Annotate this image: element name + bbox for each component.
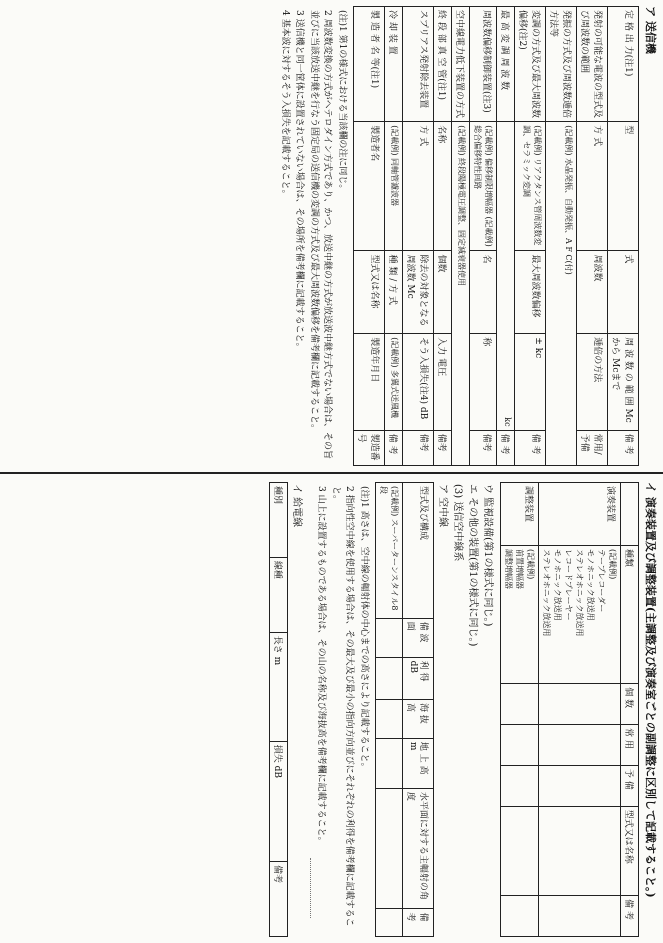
feeder-title: イ 給電線 — [291, 484, 302, 528]
example-line: ステレオホニック放送用 — [542, 549, 551, 637]
note-line: (注)1 第1の様式における当該欄の注に同じ。 — [337, 10, 347, 194]
cell-text: さ — [272, 644, 282, 654]
header-cell — [621, 546, 639, 684]
cell-text: 除去の対象となる周波数 — [405, 254, 428, 327]
range-to: Mcまで — [610, 358, 620, 391]
equipment-section — [0, 476, 663, 943]
cell — [403, 251, 434, 334]
header-cell — [270, 632, 288, 741]
cell-text: 類 — [623, 558, 633, 568]
cell-text: 利 得 — [418, 660, 428, 682]
cell: 製造者名 — [354, 122, 385, 251]
cell-text: 失 — [272, 753, 282, 763]
table-row — [385, 7, 403, 466]
unit: dB — [418, 406, 428, 420]
table-row — [501, 483, 539, 937]
row-label: 終 段 部 真 空 管(注1) — [434, 7, 452, 122]
cell — [515, 334, 546, 430]
header-cell — [403, 738, 434, 788]
row-label: 最 高 変 調 周 波 数 — [497, 7, 515, 122]
header-cell: 備 考 — [621, 896, 639, 937]
table-row — [577, 7, 608, 466]
cell — [376, 618, 403, 657]
cell: (記載例) 偏移制限増幅器 (記載例) 総合偏移特性回路 — [470, 122, 497, 251]
cell-text: 圧 — [436, 367, 446, 377]
header-cell — [403, 657, 434, 699]
cell: 種 類 / 方 式 — [385, 251, 403, 334]
examples-cell — [539, 546, 621, 684]
header-cell: 個 数 — [621, 684, 639, 725]
list-item: ウ 監視設備(第1の様式に同じ。) — [482, 484, 493, 627]
example-line: (記載例) — [608, 549, 617, 580]
header-cell: 型式又は名称 — [621, 806, 639, 895]
table-row — [539, 483, 621, 937]
cell: (記載例) スーパーターンスタイル8段 — [376, 483, 403, 619]
cell: (記載例) 水晶発振、自動発振、A F C(付) — [546, 122, 577, 466]
cell — [539, 896, 621, 937]
list-item: ア 空中線 — [437, 484, 448, 528]
transmitter-table — [353, 6, 639, 466]
note-line: 2 周波数変換の方式がヘテロダイン方式であり、かつ、放送中継の方式が放送波中継方式でない場合は、その旨並びに当該放送中継を行なう固定局の送信機の変調の方式及び最大周波数偏移を備考欄に記載すること。 — [309, 10, 333, 460]
table-row — [354, 7, 385, 466]
header-cell: 予 備 — [621, 765, 639, 806]
table-row — [515, 7, 546, 466]
row-label: 冷 却 装 置 — [385, 7, 403, 122]
cell: 製造年月日 — [354, 334, 385, 430]
unit: dB — [408, 660, 418, 673]
cell-text: 予備 — [579, 433, 589, 452]
cell-text: 別 — [272, 495, 282, 505]
row-label: 空中線電力低下装置の方式 — [452, 7, 470, 122]
section-title: ア 送信機 — [644, 6, 657, 54]
cell-text: 地 上 高 — [418, 741, 428, 775]
cell: 称 — [470, 334, 497, 430]
row-label: 変調の方式及び最大周波数偏移(注2) — [515, 7, 546, 122]
cell — [434, 334, 452, 430]
header-cell: 常 用 — [621, 725, 639, 766]
page-divider — [0, 472, 663, 474]
cell-text: kc — [533, 347, 543, 359]
cell: 最大周波数偏移 — [515, 251, 546, 334]
cell — [608, 334, 639, 430]
range-from: Mcから — [610, 337, 633, 423]
example-line: モノホニック放送用 — [586, 549, 595, 621]
table-row — [452, 7, 470, 466]
note-line: 3 山上に設置するものである場合は、その山の名称及び海抜高を備考欄に記載すること。 — [316, 486, 327, 846]
cell — [376, 657, 403, 699]
header-cell: 海 抜 高 — [403, 699, 434, 738]
cell-text: 考 — [272, 874, 282, 884]
cell: 製造番号 — [354, 430, 385, 465]
cell — [539, 765, 621, 806]
cell: 備 考 — [385, 430, 403, 465]
cell: 常用/予備 — [577, 430, 608, 465]
example-line: 前置増幅器 — [515, 549, 524, 590]
cell — [539, 806, 621, 895]
antenna-table — [375, 482, 434, 937]
cell-text: 長 — [272, 635, 282, 645]
unit: m — [272, 656, 282, 666]
note-line: 4 基本波に対するそう入損失を記載すること。 — [280, 10, 290, 199]
table-row — [608, 7, 639, 466]
cell — [501, 765, 539, 806]
cell — [403, 334, 434, 430]
examples-cell — [501, 546, 539, 684]
cell: (記載例) 多翼式送風機 — [385, 334, 403, 430]
example-line: ステレオホニック放送用 — [575, 549, 584, 637]
cell: 名 — [470, 251, 497, 334]
row-label: 調整装置 — [501, 483, 539, 546]
note-line: 3 送信機と同一筐体に設置されていない場合は、その場所を備考欄に記載すること。 — [294, 10, 305, 352]
row-label: スプリアス発射除去装置 — [403, 7, 434, 122]
cell-text: 入 — [436, 337, 446, 347]
cell — [501, 725, 539, 766]
cell: (記載例) 終段陽極電圧調整、固定減衰器使用 — [452, 122, 470, 466]
table-row — [434, 7, 452, 466]
feeder-table — [269, 482, 288, 937]
cell: 備考 — [403, 430, 434, 465]
row-label: 周波数偏移制御装置(注3) — [470, 7, 497, 122]
cell-text: そう入損失(注4) — [418, 337, 428, 405]
example-line: テープレコーダー — [597, 549, 606, 613]
header-cell — [621, 483, 639, 546]
cell: 逓倍の方法 — [577, 334, 608, 430]
items-list — [434, 476, 500, 943]
cell: (記載例) 同軸管濾波器 — [385, 122, 403, 251]
example-line: 調整増幅器 — [504, 549, 513, 590]
cell — [497, 122, 515, 430]
cell-text: ± — [533, 337, 543, 345]
example-line: レコードプレーヤー — [564, 549, 573, 621]
cell-text: 種 — [272, 569, 282, 579]
table-row — [376, 483, 403, 937]
cell-text: 備 — [272, 865, 282, 875]
note-line: 2 指向性空中線を使用する場合は、その最大及び最小の指向方向並びにそれぞれの利得を備考欄に記載すること。 — [331, 486, 355, 927]
row-label: 製 造 者 名 等(注1) — [354, 7, 385, 122]
table-row — [497, 7, 515, 466]
cell — [470, 430, 497, 465]
cell: 個数 — [434, 251, 452, 334]
cell — [376, 699, 403, 738]
cell — [539, 725, 621, 766]
table-row — [546, 7, 577, 466]
cell — [501, 896, 539, 937]
header-cell: 水平面に対する主輻射の角度 — [403, 788, 434, 909]
dotted-mark — [310, 858, 329, 918]
cell — [539, 684, 621, 725]
section-title: イ 演奏装置及び調整装置(主調整及び演奏室ごとの副調整に区別して記載すること。) — [644, 482, 657, 898]
cell-text: 備 — [481, 433, 491, 443]
row-label: 演奏装置 — [539, 483, 621, 546]
unit: m — [408, 741, 418, 751]
table-row — [403, 7, 434, 466]
cell-text: 種 類 — [387, 254, 397, 276]
cell-text: 力 — [436, 346, 446, 356]
example-line: (記載例) — [526, 549, 535, 580]
unit: Mc — [405, 284, 415, 299]
cell-text: 電 — [436, 358, 446, 368]
cell: 備 考 — [515, 430, 546, 465]
row-label: 定 格 出 力(注1) — [608, 7, 639, 122]
table-header-row — [403, 483, 434, 937]
cell — [501, 806, 539, 895]
row-label: 発振の方式及び周波数逓倍方法等 — [546, 7, 577, 122]
cell-text: 常用 — [592, 433, 602, 452]
cell-text: 線 — [272, 560, 282, 570]
note-line: (注)1 高さは、空中線の輻射体の中心までの高さにより記載すること。 — [359, 486, 369, 772]
header-cell: 備 波 面 — [403, 618, 434, 657]
transmitter-notes — [273, 0, 354, 472]
equipment-section-rotated — [0, 476, 663, 943]
table-header-row — [270, 483, 288, 937]
cell: 備 考 — [608, 430, 639, 465]
cell: 周波数 — [577, 251, 608, 334]
cell: 型 — [608, 122, 639, 251]
header-cell: 型式及び構成 — [403, 483, 434, 619]
header-cell — [270, 483, 288, 558]
cell: 式 — [608, 251, 639, 334]
cell — [501, 684, 539, 725]
cell: 型式又は名称 — [354, 251, 385, 334]
header-cell — [270, 862, 288, 937]
cell: (記載例) リアクタンス管周波数変調、セラミック変調 — [515, 122, 546, 251]
cell: 名称 — [434, 122, 452, 251]
cell-text: 種 — [272, 486, 282, 496]
row-label: 発射の可能な電波の型式及び周波数の範囲 — [577, 7, 608, 122]
table-row — [470, 7, 497, 466]
cell — [376, 909, 403, 937]
header-cell — [270, 741, 288, 861]
cell-text: 周 波 数 の 範 囲 — [623, 337, 633, 406]
list-item: エ その他の装置(第1の様式に同じ。) — [467, 484, 478, 647]
equipment-table — [500, 482, 639, 937]
table-header-row — [621, 483, 639, 937]
unit: dB — [272, 765, 282, 778]
cell-text: 損 — [272, 744, 282, 754]
cell — [376, 738, 403, 788]
header-cell: 備 考 — [403, 909, 434, 937]
header-cell — [270, 557, 288, 632]
cell: 備考 — [434, 430, 452, 465]
cell-text: 種 — [623, 549, 633, 559]
cell: 方 式 — [403, 122, 434, 251]
unit: kc — [503, 417, 512, 427]
cell-text: 考 — [481, 442, 491, 452]
cell-text: 方 式 — [387, 284, 397, 305]
cell: 備 考 — [497, 430, 515, 465]
cell: 方 式 — [577, 122, 608, 251]
cell — [376, 788, 403, 909]
example-line: モノホニック放送用 — [553, 549, 562, 621]
list-item: (3) 送信空中線系 — [452, 484, 463, 562]
